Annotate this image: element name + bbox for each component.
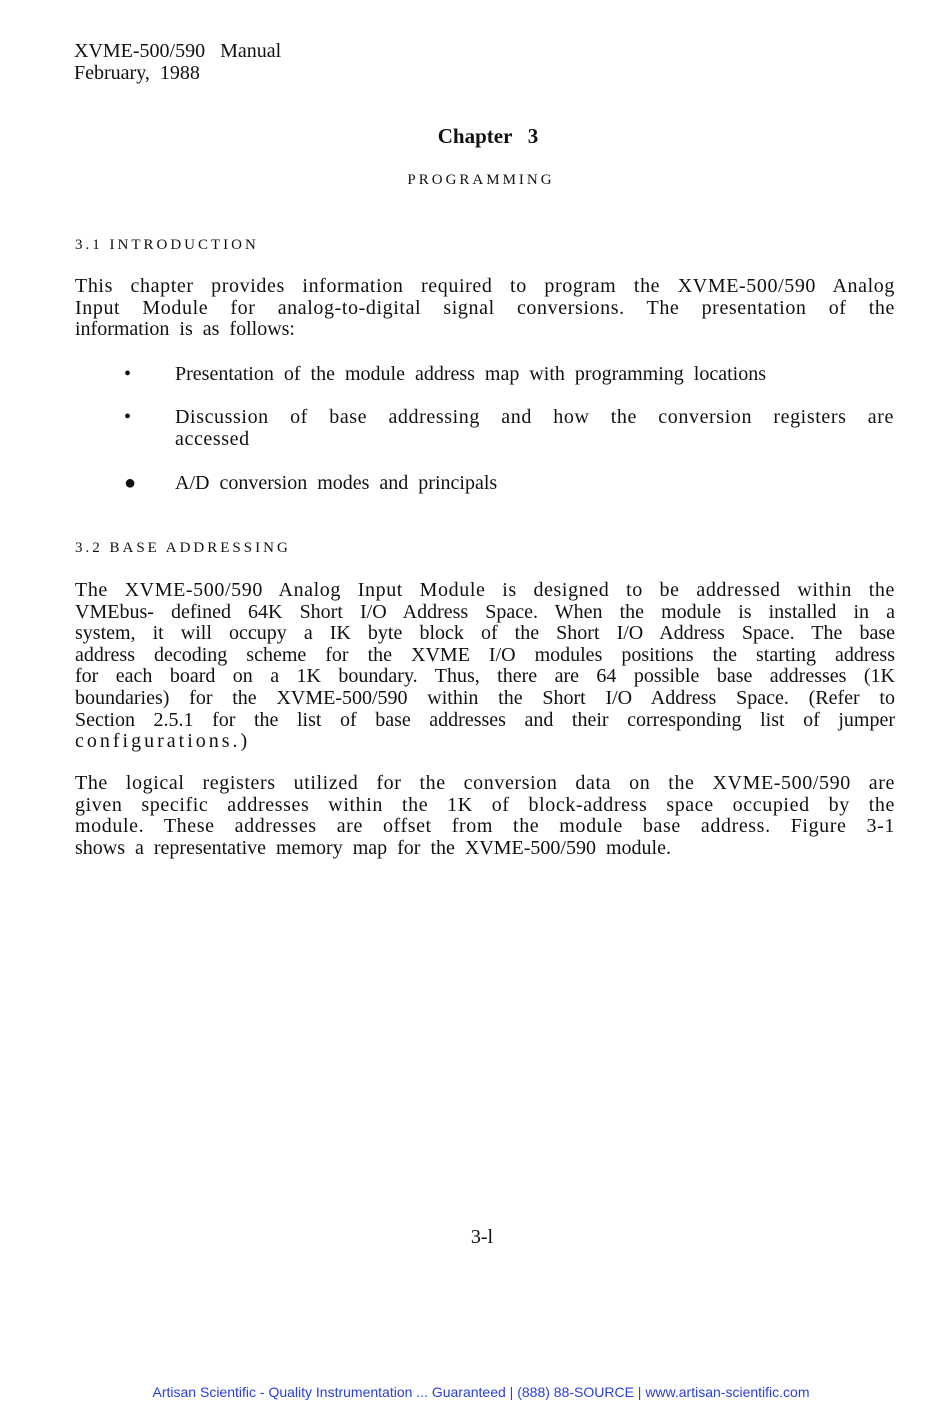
paragraph-line: for each board on a 1K boundary. Thus, there are 64 possible base addresses (1K <box>75 665 895 688</box>
paragraph-line: Section 2.5.1 for the list of base addresses and their corresponding list of jumper <box>75 708 895 731</box>
paragraph-line: configurations.) <box>75 730 251 753</box>
paragraph-line: shows a representative memory map for the XVME-500/590 module. <box>75 836 671 859</box>
paragraph-line: given specific addresses within the 1K of block-address space occupied by the <box>75 793 895 816</box>
chapter-title: Chapter 3 <box>437 124 539 148</box>
manual-date: February, 1988 <box>74 62 200 84</box>
paragraph-line: VMEbus- defined 64K Short I/O Address Space. When the module is installed in a <box>75 600 895 623</box>
logical-registers-paragraph <box>75 773 895 859</box>
paragraph-line: boundaries) for the XVME-500/590 within the Short I/O Address Space. (Refer to <box>75 686 895 709</box>
bullet-text: Presentation of the module address map with programming locations <box>175 363 766 385</box>
paragraph-line: module. These addresses are offset from the module base address. Figure 3-1 <box>75 815 895 838</box>
bullet-icon: • <box>124 363 132 385</box>
paragraph-line: address decoding scheme for the XVME I/O modules positions the starting address <box>75 643 895 666</box>
chapter-subtitle: PROGRAMMING <box>407 172 555 188</box>
paragraph-line: information is as follows: <box>75 318 295 341</box>
bullet-text: A/D conversion modes and principals <box>175 472 498 494</box>
bullet-text: accessed <box>175 428 250 450</box>
paragraph-line: The XVME-500/590 Analog Input Module is designed to be addressed within the <box>75 579 895 601</box>
document-header <box>74 40 281 84</box>
base-addressing-paragraph <box>75 580 895 753</box>
footer-link[interactable]: Artisan Scientific - Quality Instrumentation ... Guaranteed | (888) 88-SOURCE | www.artisan-scientific.com <box>152 1384 810 1400</box>
paragraph-line: Input Module for analog-to-digital signal conversions. The presentation of the <box>75 296 895 319</box>
intro-paragraph <box>75 276 895 341</box>
page-number: 3-l <box>470 1226 494 1248</box>
bullet-icon: ● <box>124 472 137 494</box>
section-heading-base-addressing: 3.2 BASE ADDRESSING <box>75 540 291 556</box>
bullet-icon: • <box>124 406 132 428</box>
paragraph-line: The logical registers utilized for the conversion data on the XVME-500/590 are <box>75 772 895 794</box>
paragraph-line: This chapter provides information required to program the XVME-500/590 Analog <box>75 275 895 297</box>
bullet-text: Discussion of base addressing and how the conversion registers are <box>175 406 894 428</box>
section-heading-introduction: 3.1 INTRODUCTION <box>75 237 259 253</box>
manual-title: XVME-500/590 Manual <box>74 40 282 62</box>
paragraph-line: system, it will occupy a IK byte block of the Short I/O Address Space. The base <box>75 622 895 645</box>
